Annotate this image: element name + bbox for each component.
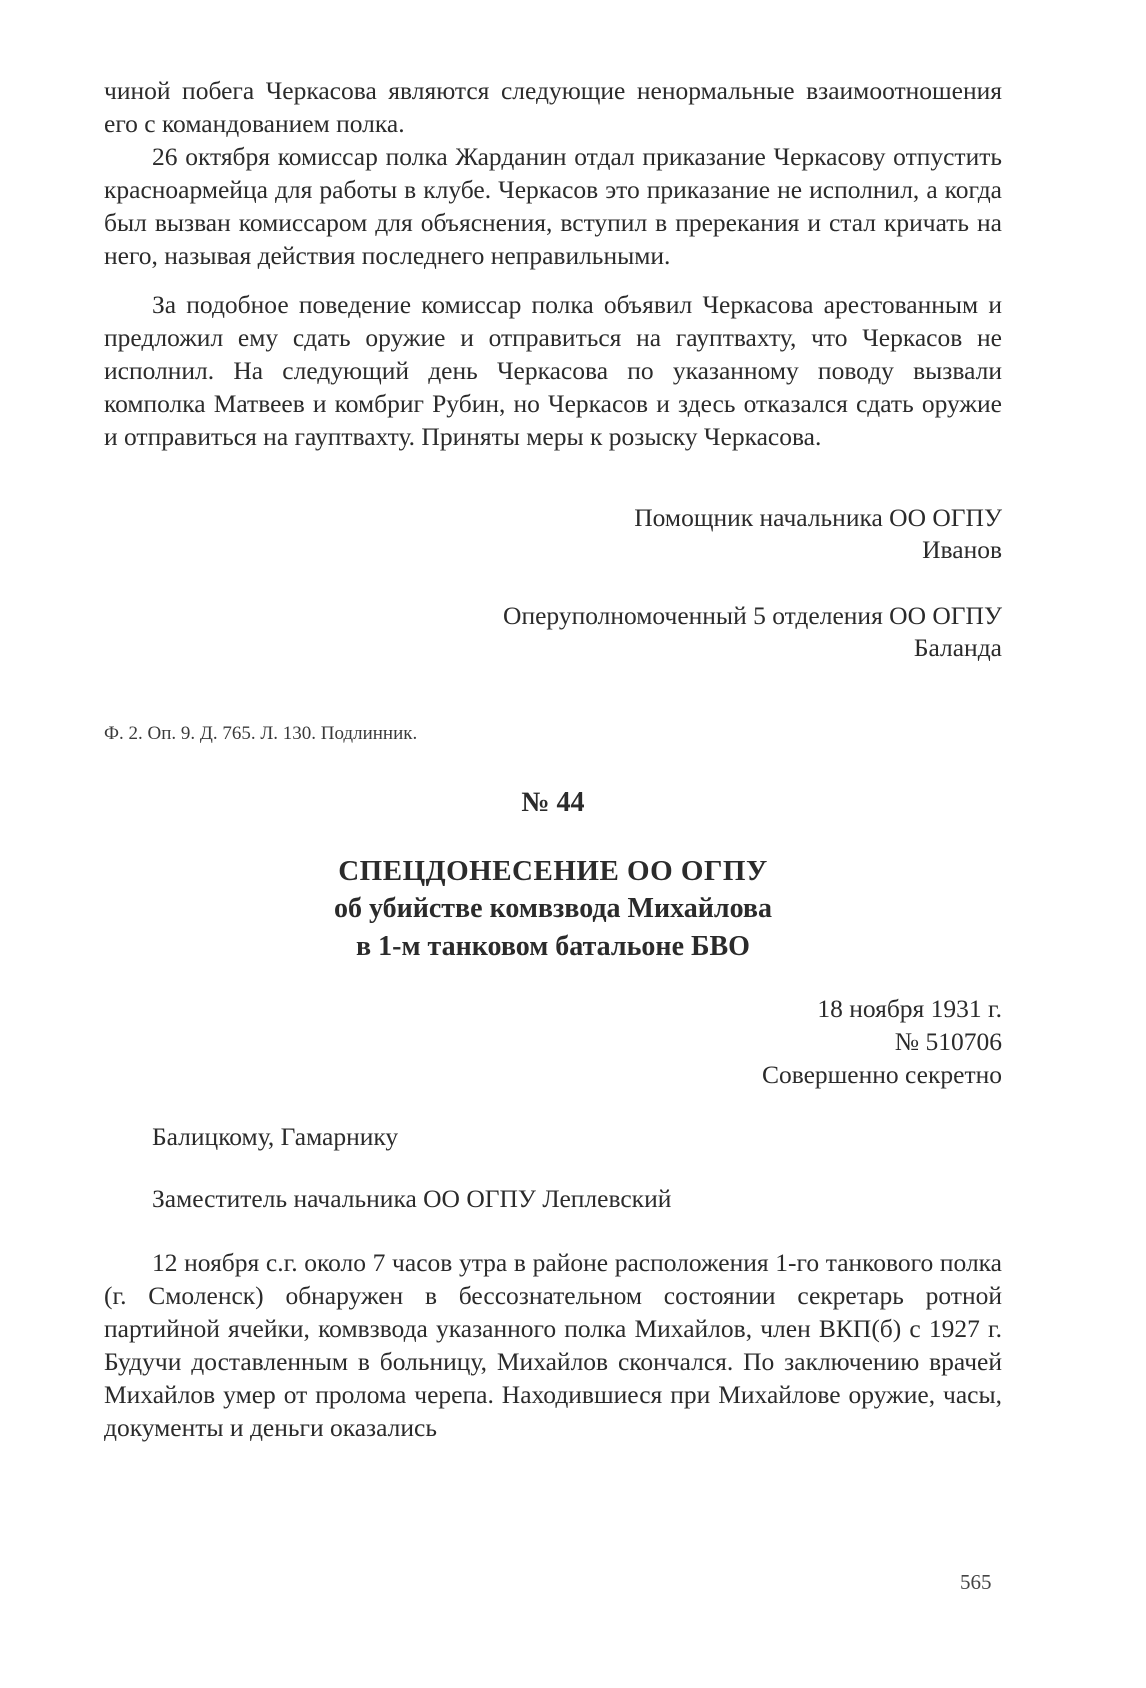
document-title xyxy=(104,852,1002,966)
signature-title: Оперуполномоченный 5 отделения ОО ОГПУ xyxy=(503,601,1002,630)
classification-label: Совершенно секретно xyxy=(761,1060,1002,1089)
registration-number: № 510706 xyxy=(894,1027,1002,1056)
signature-title: Помощник начальника ОО ОГПУ xyxy=(634,503,1002,532)
signature-name: Баланда xyxy=(913,633,1002,662)
document-number: № 44 xyxy=(521,787,585,818)
sender-line: Заместитель начальника ОО ОГПУ Леплевский xyxy=(152,1184,672,1213)
paragraph-arrest: За подобное поведение комиссар полка объявил Черкасова арестованным и предложил ему сдать оружие и отправиться на гауптвахту, что Черкасов не исполнил. На следующий день Черкасова по указанному поводу вызвали комполка Матвеев и комбриг Рубин, но Черкасов и здесь отказался сдать оружие и отправиться на гауптвахту. Приняты меры к розыску Черкасова. xyxy=(104,290,1002,451)
title-line-3: в 1-м танковом батальоне БВО xyxy=(356,931,750,962)
signature-assistant-head xyxy=(104,502,1002,566)
paragraph-continuation: чиной побега Черкасова являются следующие ненормальные взаимоотношения его с командованием полка. xyxy=(104,76,1002,138)
document-date: 18 ноября 1931 г. xyxy=(817,994,1002,1023)
title-line-1: СПЕЦДОНЕСЕНИЕ ОО ОГПУ xyxy=(338,855,768,887)
page-number: 565 xyxy=(960,1570,992,1594)
signature-operative xyxy=(104,600,1002,664)
paragraph-october-26: 26 октября комиссар полка Жарданин отдал приказание Черкасову отпустить красноармейца для работы в клубе. Черкасов это приказание не исполнил, а когда был вызван комиссаром для объяснения, вступил в пререкания и стал кричать на него, называя действия последнего неправильными. xyxy=(104,142,1002,270)
signature-name: Иванов xyxy=(922,535,1002,564)
document-metadata xyxy=(104,992,1002,1091)
report-body: 12 ноября с.г. около 7 часов утра в районе расположения 1-го танкового полка (г. Смоленск) обнаружен в бессознательном состоянии секретарь ротной партийной ячейки, комвзвода указанного полка Михайлов, член ВКП(б) с 1927 г. Будучи доставленным в больницу, Михайлов скончался. По заключению врачей Михайлов умер от пролома черепа. Находившиеся при Михайлове оружие, часы, документы и деньги оказались xyxy=(104,1248,1002,1442)
archival-source-note: Ф. 2. Оп. 9. Д. 765. Л. 130. Подлинник. xyxy=(104,723,418,744)
addressee: Балицкому, Гамарнику xyxy=(152,1122,399,1151)
title-line-2: об убийстве комвзвода Михайлова xyxy=(333,893,773,924)
